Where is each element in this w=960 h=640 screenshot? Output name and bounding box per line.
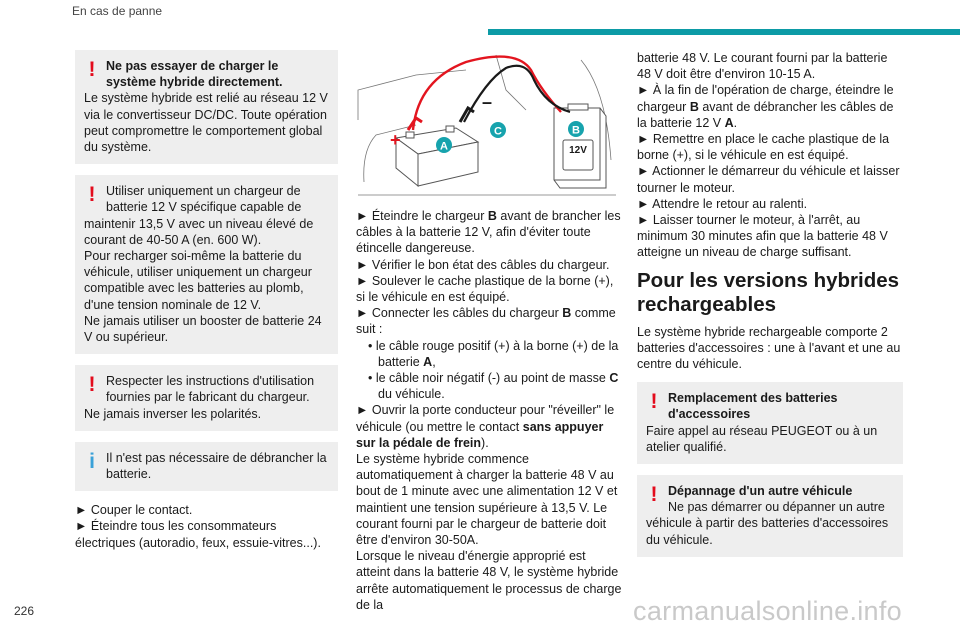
warning-box-charger-spec bbox=[75, 175, 338, 354]
step-charger-off: ► Éteindre le chargeur B avant de brancher les câbles à la batterie 12 V, afin d'éviter toute étincelle dangereuse. bbox=[356, 209, 621, 256]
label-a: A bbox=[440, 140, 448, 153]
warning-text: Le système hybride est relié au réseau 12 V via le convertisseur DC/DC. Toute opération peut compromettre le comportement global du système. bbox=[84, 91, 328, 155]
warning-icon: ! bbox=[88, 373, 96, 397]
warning-title: Dépannage d'un autre véhicule bbox=[668, 484, 853, 499]
minus-sign: – bbox=[482, 92, 493, 112]
warning-text: Pour recharger soi-même la batterie du véhicule, utiliser uniquement un chargeur compatible avec les batteries au plomb, d'une tension nominale de 12 V. bbox=[84, 249, 312, 312]
page-number: 226 bbox=[14, 604, 35, 618]
warning-text: Ne jamais utiliser un booster de batterie 24 V ou supérieur. bbox=[84, 313, 322, 345]
section-title: Pour les versions hybrides rechargeables bbox=[637, 268, 900, 316]
warning-text: Ne jamais inverser les polarités. bbox=[84, 406, 262, 421]
warning-lead: Ne pas démarrer ou dépanner un autre bbox=[668, 500, 885, 515]
battery-drawing bbox=[396, 126, 478, 186]
step-ignition-off: ► Couper le contact. bbox=[75, 503, 193, 518]
step-wait-idle: ► Attendre le retour au ralenti. bbox=[637, 196, 808, 211]
warning-box-manufacturer bbox=[75, 365, 338, 431]
column-middle bbox=[356, 50, 623, 613]
label-c: C bbox=[494, 125, 502, 138]
battery-charging-illustration bbox=[356, 50, 623, 198]
warning-lead: Respecter les instructions d'utilisation fournies par le fabricant du chargeur. bbox=[106, 374, 315, 405]
warning-icon: ! bbox=[88, 183, 96, 207]
paragraph-current: batterie 48 V. Le courant fourni par la batterie 48 V doit être d'environ 10-15 A. bbox=[637, 51, 888, 82]
step-lift-cover: ► Soulever le cache plastique de la borne (+), si le véhicule en est équipé. bbox=[356, 273, 614, 305]
step-connect-cables: ► Connecter les câbles du chargeur B comme suit : bbox=[356, 306, 616, 337]
warning-box-hybrid-charge bbox=[75, 50, 338, 164]
bullet-black-cable: • le câble noir négatif (-) au point de masse C du véhicule. bbox=[368, 371, 619, 402]
warning-title: Ne pas essayer de charger le système hybride directement. bbox=[106, 59, 283, 90]
info-text: Il n'est pas nécessaire de débrancher la batterie. bbox=[106, 450, 327, 482]
bullet-red-cable: • le câble rouge positif (+) à la borne (+) de la batterie A, bbox=[368, 338, 619, 369]
info-icon: i bbox=[89, 449, 95, 473]
paragraph-intro: Le système hybride rechargeable comporte 2 batteries d'accessoires : une à l'avant et une au centre du véhicule. bbox=[637, 324, 901, 372]
column-left bbox=[75, 50, 338, 551]
step-open-door: ► Ouvrir la porte conducteur pour "réveiller" le véhicule (ou mettre le contact sans appuyer sur la pédale de frein). bbox=[356, 403, 615, 450]
warning-lead: Utiliser uniquement un chargeur de batterie 12 V spécifique capable de bbox=[106, 184, 302, 215]
step-run-engine: ► Laisser tourner le moteur, à l'arrêt, au minimum 30 minutes afin que la batterie 48 V atteigne un niveau de charge suffisant. bbox=[637, 213, 888, 260]
warning-text: Faire appel au réseau PEUGEOT ou à un atelier qualifié. bbox=[646, 423, 878, 454]
step-start-engine: ► Actionner le démarreur du véhicule et laisser tourner le moteur. bbox=[637, 164, 900, 195]
warning-icon: ! bbox=[88, 58, 96, 81]
warning-icon: ! bbox=[650, 483, 658, 507]
paragraph-auto-charge: Le système hybride commence automatiquement à charger la batterie 48 V au bout de 1 minute avec une alimentation 12 V et maintient une tension supérieure à 13,5 V. Le courant fourni par le chargeur de batterie doit être d'environ 30-50A. bbox=[356, 452, 618, 548]
warning-box-replace-batteries bbox=[637, 382, 903, 464]
warning-title: Remplacement des batteries d'accessoires bbox=[668, 391, 838, 422]
plus-sign: + bbox=[390, 130, 401, 150]
warning-text: maintenir 13,5 V avec un niveau élevé de courant de 40-50 A (en. 600 W). bbox=[84, 216, 314, 247]
warning-icon: ! bbox=[650, 390, 658, 414]
step-check-cables: ► Vérifier le bon état des câbles du chargeur. bbox=[356, 257, 610, 272]
warning-text: véhicule à partir des batteries d'accessoires du véhicule. bbox=[646, 516, 889, 547]
info-box-battery bbox=[75, 442, 338, 491]
page-header-section: En cas de panne bbox=[72, 4, 163, 18]
watermark: carmanualsonline.info bbox=[633, 596, 902, 626]
column-right bbox=[637, 50, 903, 568]
paragraph-charge-stop: Lorsque le niveau d'énergie approprié est atteint dans la batterie 48 V, le système hybride arrête automatiquement le processus de charge de la bbox=[356, 549, 622, 612]
header-accent-bar bbox=[488, 29, 960, 35]
red-clamp bbox=[408, 118, 422, 130]
step-replace-cover: ► Remettre en place le cache plastique de la borne (+), si le véhicule en est équipé. bbox=[637, 132, 890, 163]
warning-box-jump-start bbox=[637, 475, 903, 557]
label-b: B bbox=[572, 124, 580, 137]
charger-voltage-label: 12V bbox=[569, 145, 587, 156]
step-consumers-off: ► Éteindre tous les consommateurs électriques (autoradio, feux, essuie-vitres...). bbox=[75, 519, 321, 550]
step-end-charge: ► À la fin de l'opération de charge, éteindre le chargeur B avant de débrancher les câbles de la batterie 12 V A. bbox=[637, 83, 894, 130]
